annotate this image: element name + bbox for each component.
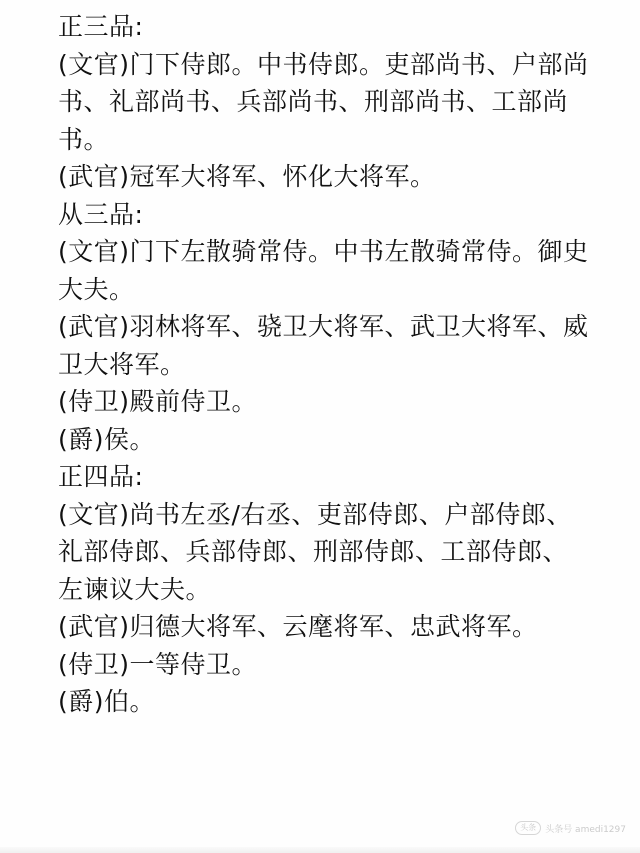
text-line: (爵)侯。 [58, 424, 156, 454]
text-line: (武官)归德大将军、云麾将军、忠武将军。 [58, 612, 538, 641]
text-line: (侍卫)殿前侍卫。 [58, 387, 258, 416]
text-line: 书。 [58, 124, 110, 154]
rank-heading-zheng-si-pin: 正四品: [58, 462, 144, 491]
watermark-text: 头条号 amedi1297 [545, 824, 626, 835]
text-line: 礼部侍郎、兵部侍郎、刑部侍郎、工部侍郎、 [58, 537, 569, 566]
text-line: 左谏议大夫。 [58, 574, 212, 604]
watermark-logo: 头条 [515, 821, 541, 835]
text-line: (武官)羽林将军、骁卫大将军、武卫大将军、威 [58, 312, 589, 341]
text-line: 书、礼部尚书、兵部尚书、刑部尚书、工部尚 [58, 87, 569, 116]
text-line: (爵)伯。 [58, 687, 156, 716]
rank-heading-zheng-san-pin: 正三品: [58, 12, 144, 41]
text-line: (文官)门下侍郎。中书侍郎。吏部尚书、户部尚 [58, 49, 589, 79]
text-line: (文官)尚书左丞/右丞、吏部侍郎、户部侍郎、 [58, 499, 572, 529]
watermark [515, 821, 626, 835]
text-line: (武官)冠军大将军、怀化大将军。 [58, 162, 436, 191]
bottom-edge [0, 847, 640, 853]
text-line: (侍卫)一等侍卫。 [58, 649, 258, 679]
rank-heading-cong-san-pin: 从三品: [58, 199, 144, 229]
text-line: 大夫。 [58, 274, 135, 304]
text-line: 卫大将军。 [58, 349, 186, 379]
text-line: (文官)门下左散骑常侍。中书左散骑常侍。御史 [58, 237, 589, 266]
